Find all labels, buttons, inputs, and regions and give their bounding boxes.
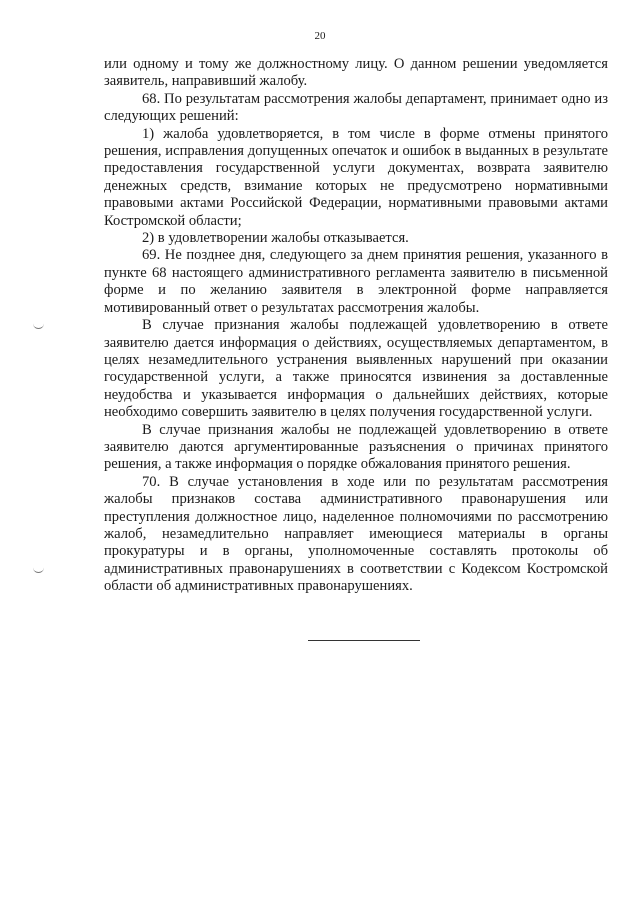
paragraph-68-item-1: 1) жалоба удовлетворяется, в том числе в форме отмены принятого решения, исправления допущенных опечаток и ошибок в выданных в результате предоставления государственной услуги документах, возврата заявителю денежных средств, взимание которых не предусмотрено нормативными правовыми актами Российской Федерации, нормативными правовыми актами Костромской области;	[104, 125, 608, 229]
paragraph-69: 69. Не позднее дня, следующего за днем принятия решения, указанного в пункте 68 настоящего административного регламента заявителю в письменной форме и по желанию заявителя в электронной форме направляется мотивированный ответ о результатах рассмотрения жалобы.	[104, 247, 608, 316]
end-of-text-line	[308, 640, 420, 641]
paragraph-68: 68. По результатам рассмотрения жалобы департамент, принимает одно из следующих решений:	[104, 90, 608, 125]
paragraph: В случае признания жалобы не подлежащей удовлетворению в ответе заявителю даются аргументированные разъяснения о причинах принятого решения, а также информация о порядке обжалования принятого решения.	[104, 421, 608, 473]
paragraph: В случае признания жалобы подлежащей удовлетворению в ответе заявителю дается информация о действиях, осуществляемых департаментом, в целях незамедлительного устранения выявленных нарушений при оказании государственной услуги, а также приносятся извинения за доставленные неудобства и указывается информация о дальнейших действиях, которые необходимо совершить заявителю в целях получения государственной услуги.	[104, 317, 608, 421]
page-number: 20	[314, 30, 326, 42]
paragraph-68-item-2: 2) в удовлетворении жалобы отказывается.	[142, 230, 409, 247]
document-body	[104, 56, 608, 596]
paragraph: или одному и тому же должностному лицу. О данном решении уведомляется заявитель, направивший жалобу.	[104, 56, 608, 90]
paragraph-70: 70. В случае установления в ходе или по результатам рассмотрения жалобы признаков состава административного правонарушения или преступления должностное лицо, наделенное полномочиями по рассмотрению жалоб, незамедлительно направляет имеющиеся материалы в органы прокуратуры и в органы, уполномоченные составлять протоколы об административных правонарушениях в соответствии с Кодексом Костромской области об административных правонарушениях.	[104, 473, 608, 595]
punch-hole-mark	[33, 566, 44, 573]
punch-hole-mark	[33, 322, 44, 329]
